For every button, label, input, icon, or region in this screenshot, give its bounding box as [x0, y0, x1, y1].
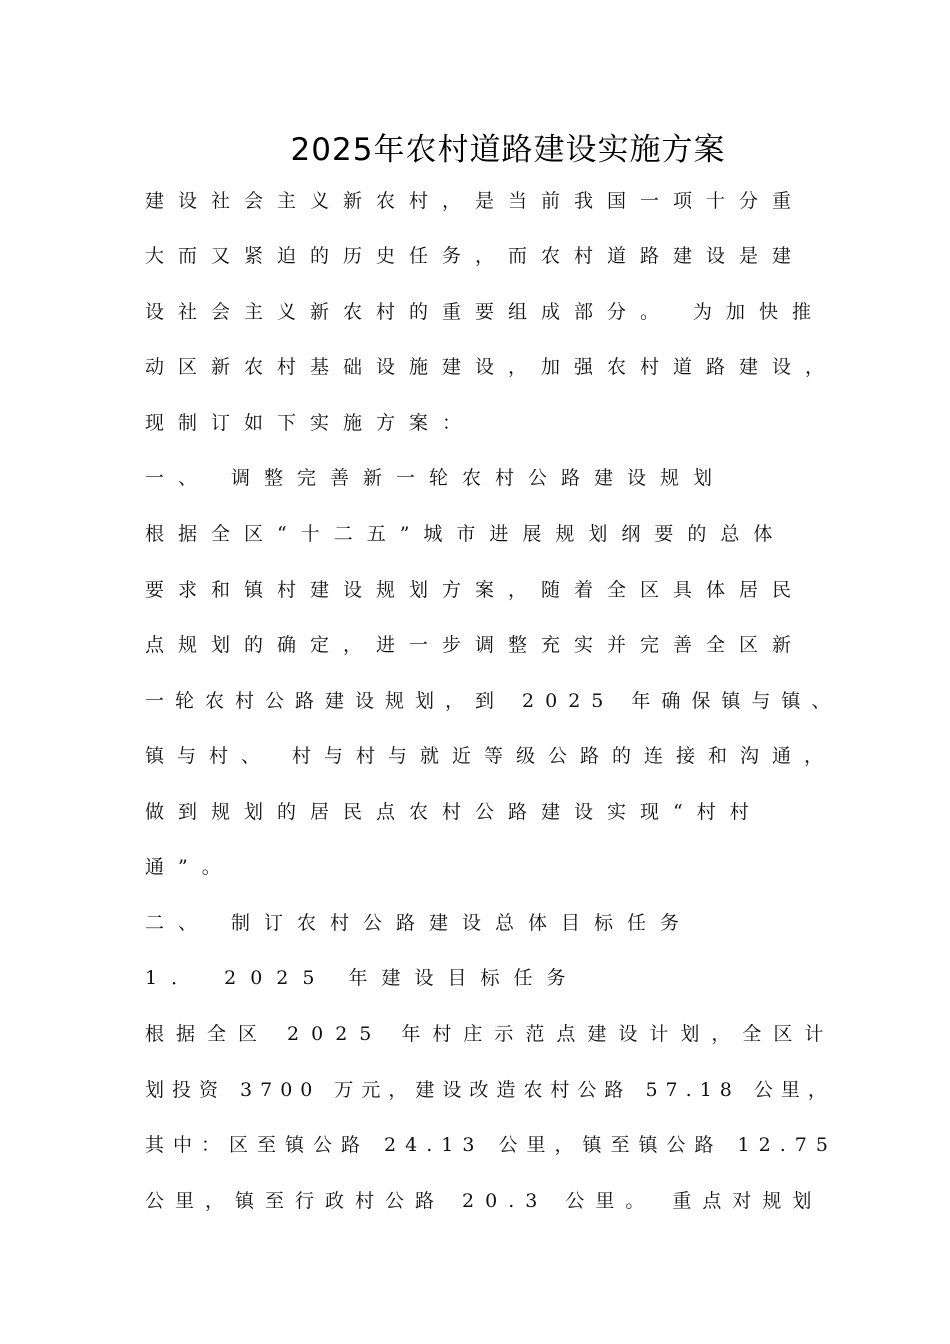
body-line: 一轮农村公路建设规划，到 2025 年确保镇与镇、 [145, 690, 842, 712]
section-heading: 二、 制订农村公路建设总体目标任务 [145, 912, 694, 934]
section-heading: 一、 调整完善新一轮农村公路建设规划 [145, 467, 727, 489]
body-line: 划投资 3700 万元，建设改造农村公路 57.18 公里， [145, 1079, 835, 1101]
body-line: 公里，镇至行政村公路 20.3 公里。 重点对规划 [145, 1190, 823, 1212]
body-line: 做到规划的居民点农村公路建设实现“村村 [145, 801, 763, 823]
subsection-heading: 1． 2025 年建设目标任务 [145, 967, 580, 989]
body-line: 根据全区 2025 年村庄示范点建设计划，全区计 [145, 1023, 836, 1045]
body-line: 建设社会主义新农村，是当前我国一项十分重 [145, 190, 806, 212]
body-line: 通”。 [145, 856, 235, 878]
body-line: 其中：区至镇公路 24.13 公里，镇至镇公路 12.75 [145, 1134, 837, 1156]
document-title: 2025年农村道路建设实施方案 [290, 132, 726, 168]
body-line: 根据全区“十二五”城市进展规划纲要的总体 [145, 523, 787, 545]
body-line: 大而又紧迫的历史任务，而农村道路建设是建 [145, 245, 806, 267]
body-line: 镇与村、 村与村与就近等级公路的连接和沟通， [145, 745, 837, 767]
body-line: 点规划的确定，进一步调整充实并完善全区新 [145, 634, 806, 656]
body-line: 要求和镇村建设规划方案，随着全区具体居民 [145, 579, 806, 601]
body-line: 设社会主义新农村的重要组成部分。 为加快推 [145, 301, 826, 323]
body-line: 现制订如下实施方案： [145, 412, 476, 434]
body-line: 动区新农村基础设施建设，加强农村道路建设， [145, 356, 839, 378]
